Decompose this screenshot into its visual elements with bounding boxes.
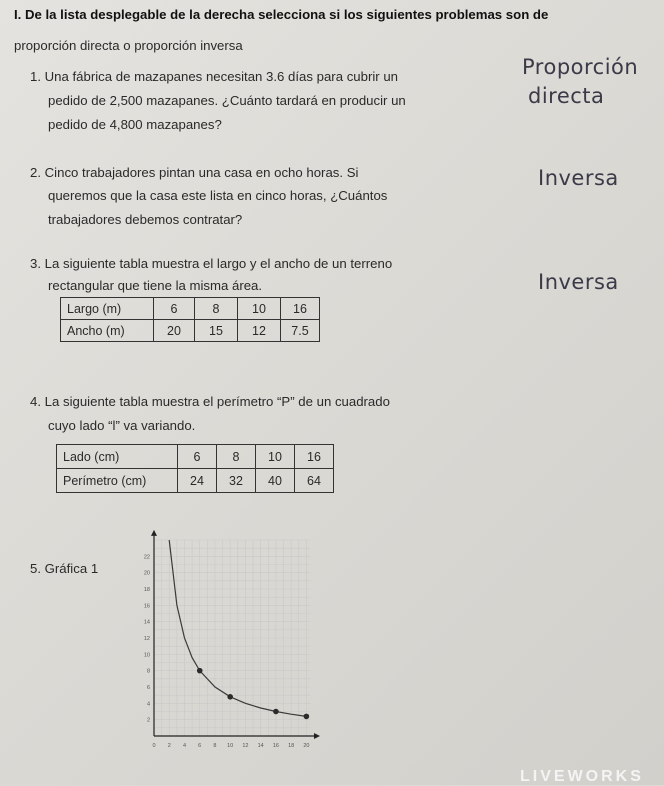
table-cell: 6 <box>154 298 195 320</box>
table-row-label: Lado (cm) <box>57 445 178 469</box>
table-cell: 10 <box>256 445 295 469</box>
table-cell: 8 <box>217 445 256 469</box>
x-tick-label: 16 <box>272 743 279 749</box>
problem-1-line-2: pedido de 2,500 mazapanes. ¿Cuánto tardará en producir un <box>48 93 406 108</box>
y-tick-label: 14 <box>143 619 150 626</box>
table-cell: 10 <box>238 298 281 320</box>
y-tick-label: 16 <box>143 603 150 610</box>
problem-4-line-2: cuyo lado “l” va variando. <box>48 418 196 433</box>
problem-1-line-3: pedido de 4,800 mazapanes? <box>48 117 222 132</box>
y-tick-label: 4 <box>146 701 150 708</box>
data-point <box>227 694 233 700</box>
table-lado-perimetro <box>56 444 334 493</box>
table-row-label: Ancho (m) <box>61 320 154 342</box>
problem-5-label: 5. Gráfica 1 <box>30 561 99 576</box>
table-cell: 64 <box>295 469 334 493</box>
problem-1-line-1: 1. Una fábrica de mazapanes necesitan 3.6 días para cubrir un <box>30 69 399 84</box>
x-tick-label: 6 <box>198 743 202 749</box>
problem-2-answer[interactable]: Inversa <box>538 166 619 190</box>
x-tick-label: 0 <box>152 743 156 749</box>
table-cell: 32 <box>217 469 256 493</box>
problem-1-answer-line-2[interactable]: directa <box>528 84 605 108</box>
y-tick-label: 10 <box>143 652 150 659</box>
x-tick-label: 20 <box>303 743 310 749</box>
table-cell: 7.5 <box>281 320 320 342</box>
x-tick-label: 18 <box>288 743 295 749</box>
table-cell: 8 <box>195 298 238 320</box>
x-tick-label: 10 <box>227 743 234 749</box>
data-point <box>197 668 203 674</box>
table-row <box>57 445 334 469</box>
x-tick-label: 2 <box>167 743 171 749</box>
table-cell: 6 <box>178 445 217 469</box>
problem-2-line-3: trabajadores debemos contratar? <box>48 212 243 227</box>
table-row <box>57 469 334 493</box>
table-cell: 40 <box>256 469 295 493</box>
x-tick-label: 8 <box>213 743 217 749</box>
table-cell: 15 <box>195 320 238 342</box>
x-axis-arrow <box>314 733 320 739</box>
x-tick-label: 12 <box>242 743 249 749</box>
y-tick-label: 8 <box>146 668 150 675</box>
table-cell: 24 <box>178 469 217 493</box>
x-tick-label: 4 <box>182 743 187 749</box>
watermark-logo: LIVEWORKS <box>520 768 644 785</box>
table-cell: 16 <box>281 298 320 320</box>
table-cell: 20 <box>154 320 195 342</box>
data-point <box>304 714 310 720</box>
x-tick-label: 14 <box>257 743 264 749</box>
table-row-label: Largo (m) <box>61 298 154 320</box>
graph-1 <box>132 528 332 760</box>
data-point <box>273 709 279 715</box>
y-tick-label: 20 <box>143 570 150 577</box>
table-row <box>61 298 320 320</box>
y-tick-label: 2 <box>146 717 150 724</box>
y-tick-label: 22 <box>143 554 150 561</box>
table-cell: 12 <box>238 320 281 342</box>
table-largo-ancho <box>60 297 320 342</box>
problem-2-line-2: queremos que la casa este lista en cinco horas, ¿Cuántos <box>48 188 388 203</box>
y-axis-arrow <box>151 530 157 536</box>
problem-3-line-1: 3. La siguiente tabla muestra el largo y el ancho de un terreno <box>30 256 393 271</box>
problem-4-line-1: 4. La siguiente tabla muestra el perímetro “P” de un cuadrado <box>30 394 390 409</box>
problem-3-line-2: rectangular que tiene la misma área. <box>48 278 263 293</box>
y-tick-label: 6 <box>146 685 150 691</box>
table-cell: 16 <box>295 445 334 469</box>
problem-3-answer[interactable]: Inversa <box>538 270 619 294</box>
table-row-label: Perímetro (cm) <box>57 469 178 493</box>
y-tick-label: 12 <box>143 636 150 642</box>
problem-1-answer-line-1[interactable]: Proporción <box>522 55 639 79</box>
y-tick-label: 18 <box>143 587 150 593</box>
instruction-line-1: I. De la lista desplegable de la derecha selecciona si los siguientes problemas son de <box>14 7 549 22</box>
instruction-line-2: proporción directa o proporción inversa <box>14 38 243 53</box>
table-row <box>61 320 320 342</box>
problem-2-line-1: 2. Cinco trabajadores pintan una casa en ocho horas. Si <box>30 165 359 180</box>
